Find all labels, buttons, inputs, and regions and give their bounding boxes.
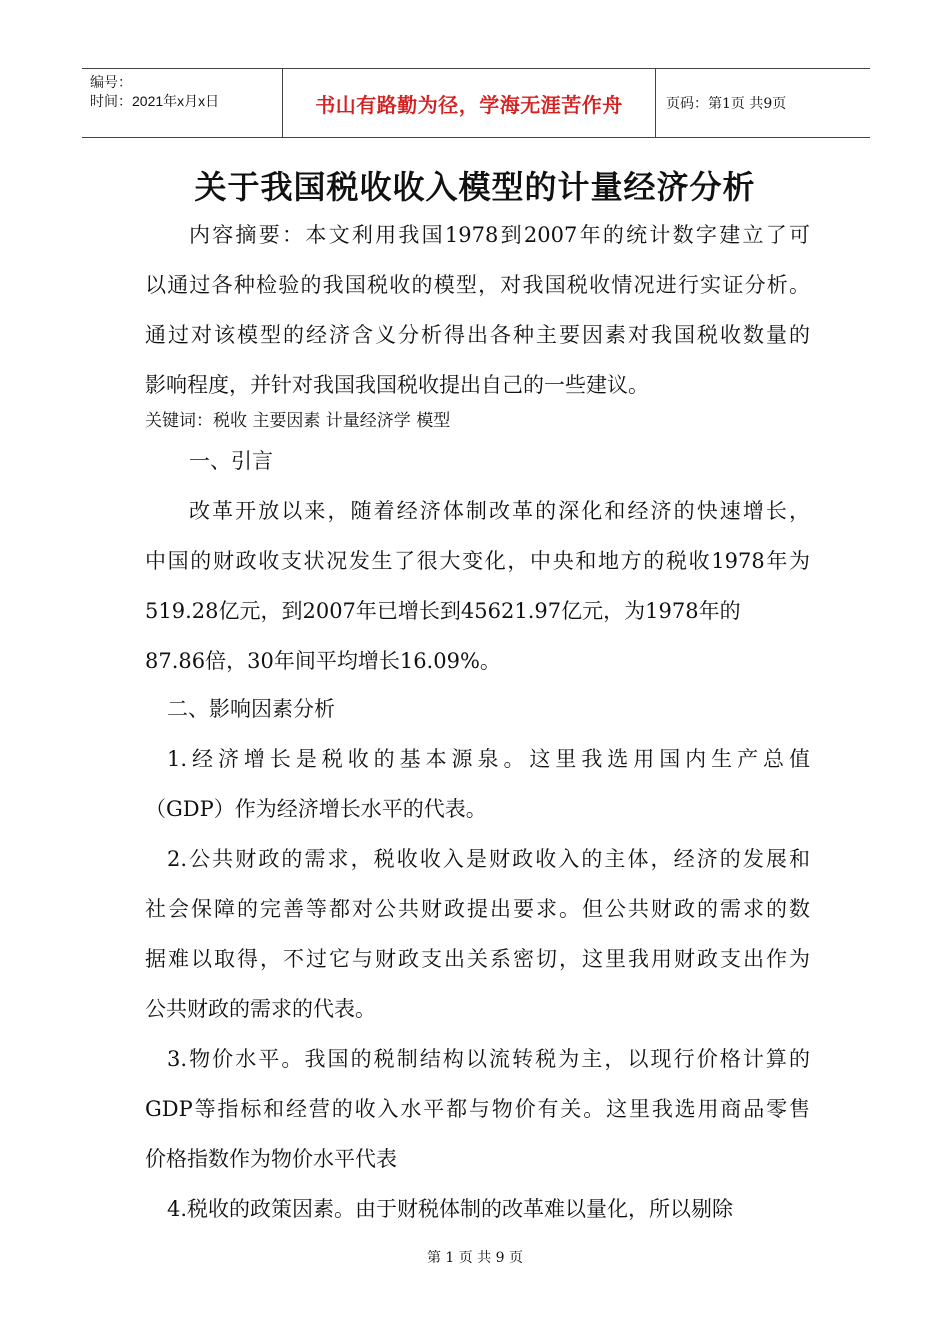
abstract-line: 以通过各种检验的我国税收的模型，对我国税收情况进行实证分析。 [145,273,810,297]
paragraph-line: 4.税收的政策因素。由于财税体制的改革难以量化，所以剔除 [167,1197,734,1221]
page-footer: 第 1 页 共 9 页 [426,1250,524,1266]
paragraph-line: 改革开放以来，随着经济体制改革的深化和经济的快速增长， [189,499,810,523]
header-motto: 书山有路勤为径，学海无涯苦作舟 [315,92,623,117]
paragraph-line: （GDP）作为经济增长水平的代表。 [145,797,487,821]
doc-number: 编号： [90,74,132,90]
doc-time: 时间：2021年x月x日 [90,93,220,109]
paragraph-line: 公共财政的需求的代表。 [145,997,376,1021]
paragraph-line: 据难以取得，不过它与财政支出关系密切，这里我用财政支出作为 [145,947,810,971]
section-heading: 二、影响因素分析 [167,697,335,721]
document-title: 关于我国税收收入模型的计量经济分析 [194,168,756,206]
paragraph-line: 1.经济增长是税收的基本源泉。这里我选用国内生产总值 [167,747,810,771]
section-intro [145,436,810,686]
section-factors [145,684,810,1234]
abstract-line: 通过对该模型的经济含义分析得出各种主要因素对我国税收数量的 [145,323,810,347]
abstract-line: 内容摘要：本文利用我国1978到2007年的统计数字建立了可 [189,223,810,247]
header-page-cell [656,69,870,137]
abstract [145,210,810,410]
abstract-line: 影响程度，并针对我国我国税收提出自己的一些建议。 [145,373,649,397]
keywords: 关键词：税收 主要因素 计量经济学 模型 [145,411,451,431]
paragraph-line: 2.公共财政的需求，税收收入是财政收入的主体，经济的发展和 [167,847,810,871]
paragraph-line: 价格指数作为物价水平代表 [145,1147,397,1171]
paragraph-line: 87.86倍，30年间平均增长16.09%。 [145,649,501,673]
paragraph-line: 社会保障的完善等都对公共财政提出要求。但公共财政的需求的数 [145,897,810,921]
paragraph-line: 3.物价水平。我国的税制结构以流转税为主，以现行价格计算的 [167,1047,810,1071]
header-table [82,68,870,138]
header-motto-cell [282,69,656,137]
header-page: 页码：第1页 共9页 [666,96,787,112]
paragraph-line: 519.28亿元，到2007年已增长到45621.97亿元，为1978年的 [145,599,741,623]
header-meta [82,69,282,137]
section-heading: 一、引言 [189,449,273,473]
paragraph-line: GDP等指标和经营的收入水平都与物价有关。这里我选用商品零售 [145,1097,810,1121]
paragraph-line: 中国的财政收支状况发生了很大变化，中央和地方的税收1978年为 [145,549,810,573]
